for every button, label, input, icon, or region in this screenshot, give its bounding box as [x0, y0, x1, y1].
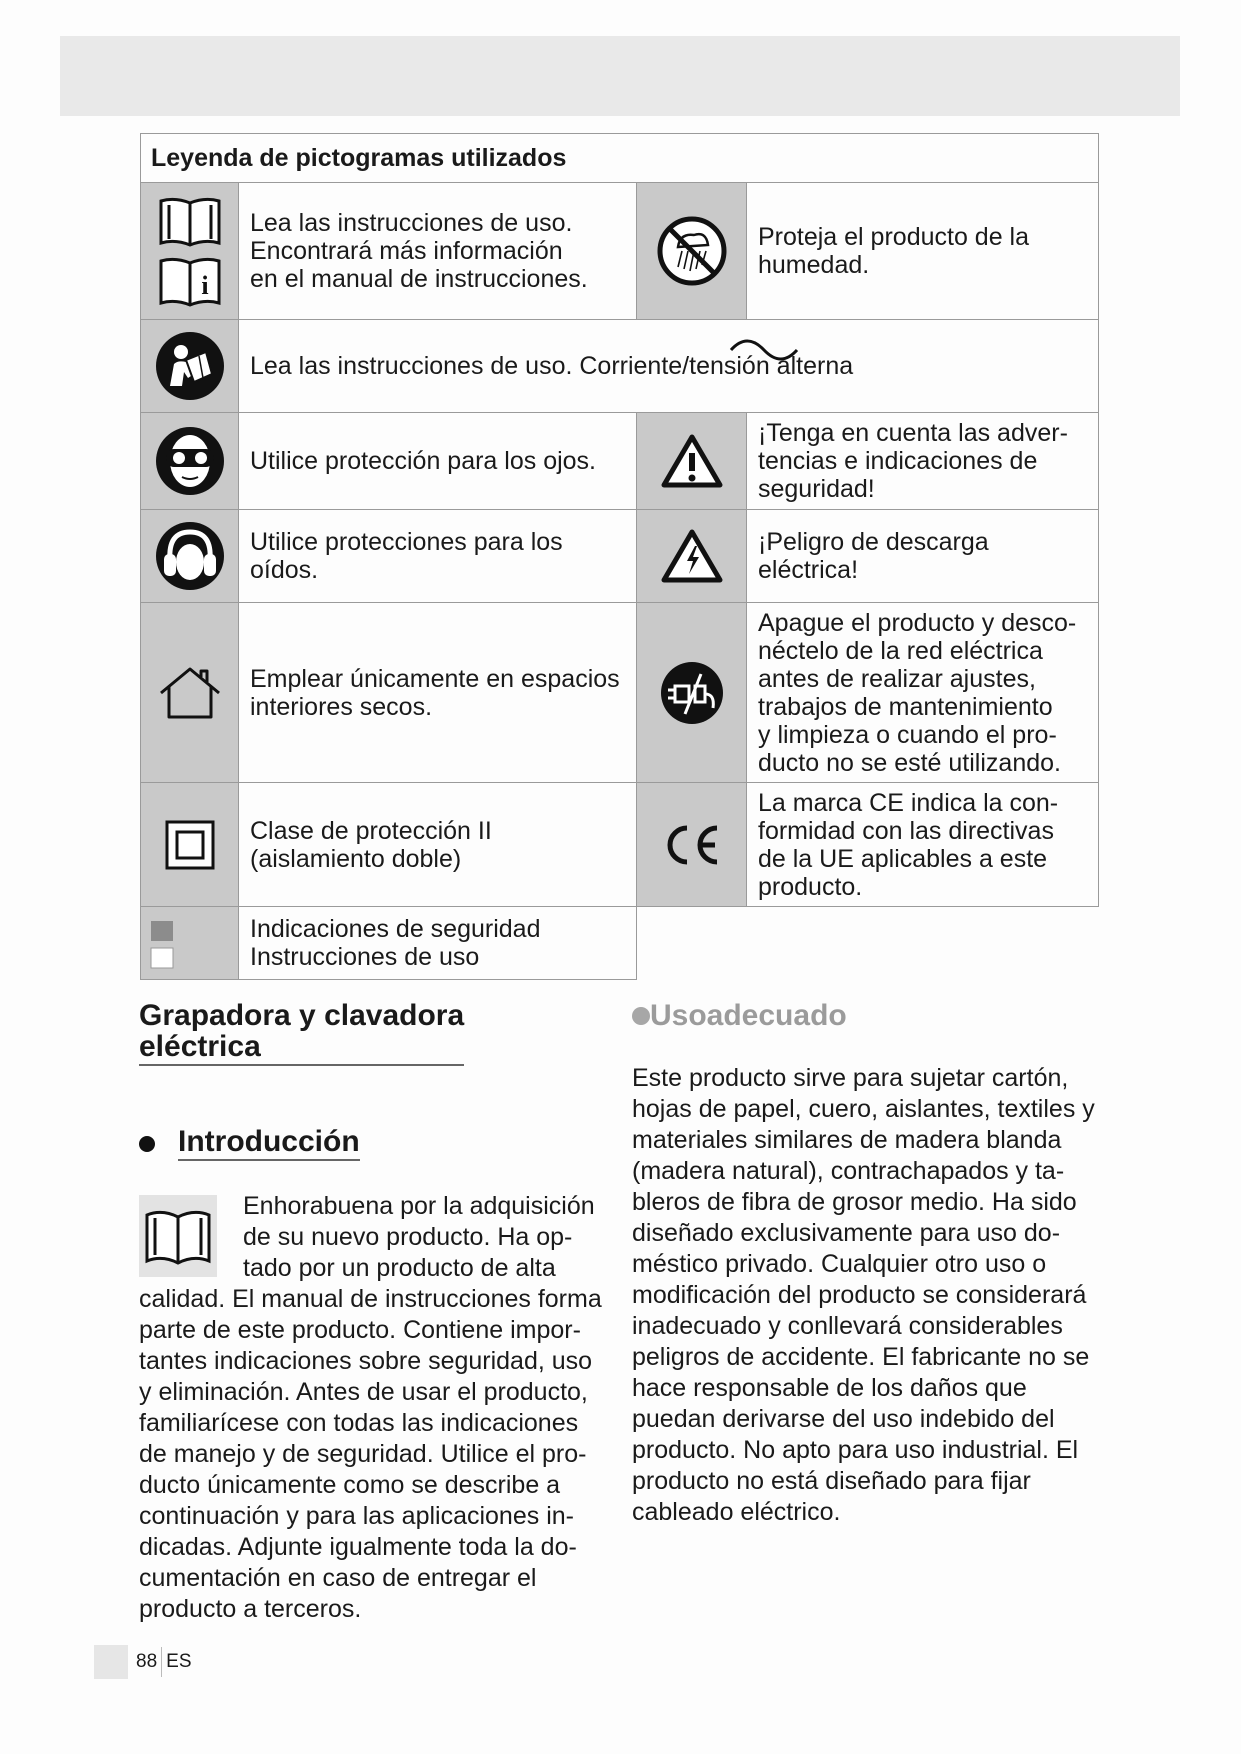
ce-text: La marca CE indica la con- formidad con las directivas de la UE aplicables a este producto. [747, 783, 1099, 907]
electric-shock-icon [660, 528, 724, 584]
double-insulation-icon [164, 819, 216, 871]
electric-shock-icon-cell [637, 510, 747, 603]
read-manual-text: Lea las instrucciones de uso. Encontrará más información en el manual de instrucciones. [239, 183, 637, 320]
humidity-icon-cell [637, 183, 747, 320]
safety-manual-icon-cell [141, 907, 239, 980]
alternating-current-icon [729, 332, 799, 368]
disconnect-icon-cell [637, 603, 747, 783]
left-column [139, 1000, 609, 1625]
disconnect-text: Apague el producto y desco- néctelo de la red eléctrica antes de realizar ajustes, trabajos de mantenimiento y limpieza o cuando el pro- ducto no se esté utilizando. [747, 603, 1099, 783]
empty-cell [637, 907, 1099, 980]
indoor-text: Emplear únicamente en espacios interiores secos. [239, 603, 637, 783]
legend-title: Leyenda de pictogramas utilizados [141, 134, 1099, 183]
page-number: 88 [136, 1651, 158, 1672]
class2-text: Clase de protección II (aislamiento doble) [239, 783, 637, 907]
product-title-line1: Grapadora y clavadora [139, 999, 465, 1032]
language-code: ES [166, 1651, 192, 1672]
humidity-text: Proteja el producto de la humedad. [747, 183, 1099, 320]
manual-book-icon-box [139, 1195, 217, 1277]
bullet-icon [139, 1136, 155, 1152]
goggles-icon [154, 425, 226, 497]
page-footer [94, 1645, 192, 1679]
product-title [139, 1000, 464, 1066]
ce-mark-icon [661, 822, 723, 868]
read-instructions-icon-cell [141, 320, 239, 413]
manual-icons-cell [141, 183, 239, 320]
header-band [60, 36, 1180, 116]
house-icon [155, 663, 225, 723]
no-rain-icon [656, 215, 728, 287]
pictogram-legend-table [140, 133, 1099, 980]
intro-heading-text: Introducción [178, 1126, 360, 1161]
intro-paragraph [139, 1191, 609, 1625]
safety-manual-squares-icon [141, 913, 238, 973]
read-instructions-ac-text: Lea las instrucciones de uso. Corriente/tensión alterna [250, 352, 854, 380]
read-instructions-ac-cell [239, 320, 1099, 413]
intro-heading [139, 1126, 609, 1161]
warning-icon-cell [637, 413, 747, 510]
electric-shock-text: ¡Peligro de descarga eléctrica! [747, 510, 1099, 603]
safety-manual-text: Indicaciones de seguridad Instrucciones de uso [239, 907, 637, 980]
open-book-icon [139, 1195, 217, 1277]
intro-text: Enhorabuena por la adquisición de su nuevo producto. Ha op- tado por un producto de alta calidad. El manual de instrucciones forma parte de este producto. Contiene impor- tantes indicaciones sobre seguridad, uso y eliminación. Antes de usar el producto, familiarícese con todas las indicaciones de manejo y de seguridad. Utilice el pro- ducto únicamente como se describe a continuación y para las aplicaciones in- dicadas. Adjunte igualmente toda la do- cumentación en caso de entregar el producto a terceros. [139, 1192, 602, 1623]
ear-muffs-icon [154, 520, 226, 592]
right-column [632, 1000, 1102, 1528]
proper-use-heading [632, 1000, 1102, 1031]
proper-use-heading-text: Usoadecuado [650, 999, 847, 1032]
proper-use-text: Este producto sirve para sujetar cartón, hojas de papel, cuero, aislantes, textiles y materiales similares de madera blanda (madera natural), contrachapados y ta- bleros de fibra de grosor medio. Ha sido diseñado exclusivamente para uso do- méstico privado. Cualquier otro uso o modificación del producto se considerará inadecuado y conllevará considerables peligros de accidente. El fabricante no se hace responsable de los daños que puedan derivarse del uso indebido del producto. No apto para uso industrial. El producto no está diseñado para fijar cableado eléctrico. [632, 1064, 1095, 1526]
class2-icon-cell [141, 783, 239, 907]
product-title-line2: eléctrica [139, 1030, 261, 1063]
unplug-icon [659, 660, 725, 726]
footer-divider [161, 1647, 162, 1677]
warnings-text: ¡Tenga en cuenta las adver- tencias e indicaciones de seguridad! [747, 413, 1099, 510]
page-marker-box [94, 1645, 128, 1679]
svg-text:i: i [200, 271, 209, 300]
read-instructions-icon [154, 330, 226, 402]
open-book-icon [157, 191, 223, 311]
indoor-icon-cell [141, 603, 239, 783]
ear-protection-text: Utilice protecciones para los oídos. [239, 510, 637, 603]
gray-bullet-icon [632, 1007, 650, 1025]
eye-protection-icon-cell [141, 413, 239, 510]
ear-protection-icon-cell [141, 510, 239, 603]
eye-protection-text: Utilice protección para los ojos. [239, 413, 637, 510]
ce-icon-cell [637, 783, 747, 907]
warning-triangle-icon [660, 433, 724, 489]
